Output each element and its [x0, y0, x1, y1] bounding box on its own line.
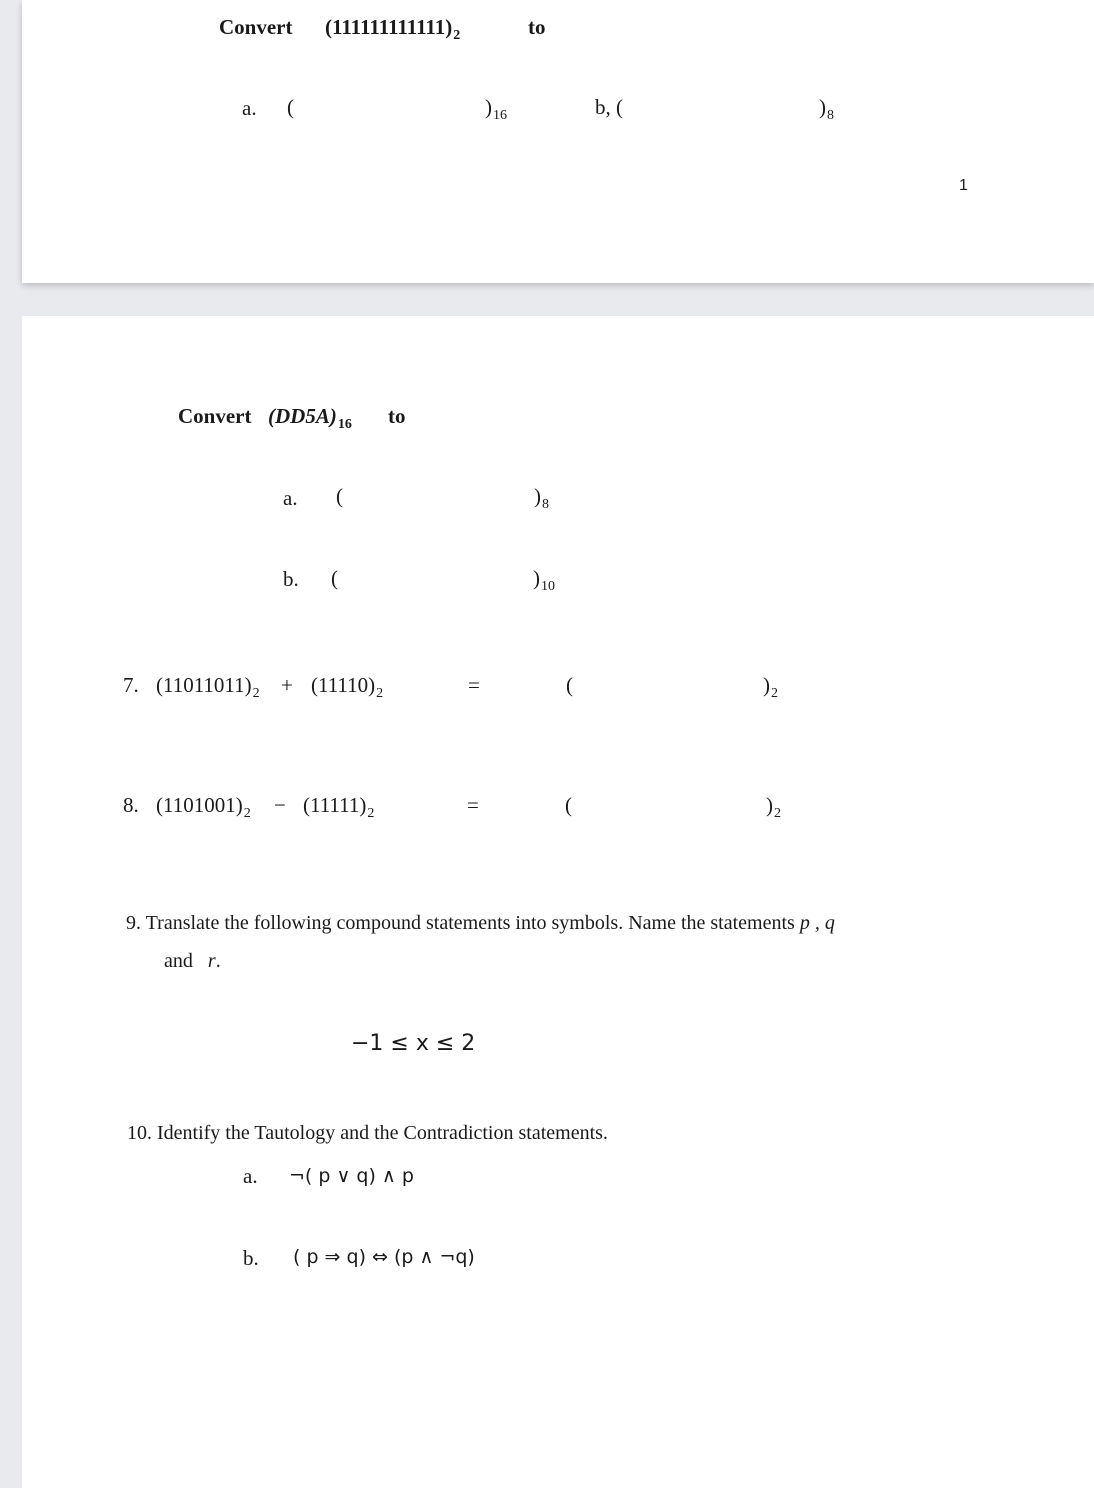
- q8-operand-2: $(11111)_2$: [303, 793, 375, 821]
- q8-number: 8.: [123, 793, 139, 817]
- q7-result-open-paren: (: [566, 673, 573, 697]
- q6-option-a-label: a.: [283, 486, 298, 510]
- option-b-close: )$_8$: [819, 95, 834, 123]
- option-a-open-paren: (: [287, 95, 294, 119]
- option-a-close: )$_{16}$: [485, 95, 507, 123]
- q7-equals: =: [468, 673, 480, 697]
- q6-option-a-close: )$_8$: [534, 484, 549, 512]
- q6-option-b-label: b.: [283, 567, 299, 591]
- q9-text-continued: and r.: [164, 950, 221, 972]
- q10-option-b-label: b.: [243, 1246, 259, 1270]
- page-number: 1: [959, 177, 968, 194]
- page-1: [22, 0, 1094, 283]
- q7-number: 7.: [123, 673, 139, 697]
- q10-option-b-expression: ( p ⇒ q) ⇔ (p ∧ ¬q): [293, 1246, 475, 1268]
- q8-operator: −: [274, 793, 286, 817]
- q7-operator: +: [281, 673, 293, 697]
- q9-expression: −1 ≤ x ≤ 2: [351, 1031, 476, 1056]
- q8-equals: =: [467, 793, 479, 817]
- q6-option-b-close: )$_{10}$: [533, 566, 555, 594]
- page-2: [22, 316, 1094, 1488]
- q6-option-b-open-paren: (: [331, 566, 338, 590]
- q6-option-a-open-paren: (: [336, 484, 343, 508]
- convert-label: Convert: [219, 15, 293, 39]
- q7-operand-2: $(11110)_2$: [311, 673, 384, 701]
- to-label: to: [528, 15, 546, 39]
- q6-hex-number: $(DD5A)_{16}$: [268, 404, 352, 432]
- q10-option-a-expression: ¬( p ∨ q) ∧ p: [289, 1165, 414, 1187]
- q7-operand-1: $(11011011)_2$: [156, 673, 260, 701]
- option-b-label: b, (: [595, 95, 623, 119]
- q10-option-a-label: a.: [243, 1164, 258, 1188]
- q9-text: 9. Translate the following compound statements into symbols. Name the statements p , q: [126, 912, 835, 934]
- q8-result-close: )$_2$: [766, 793, 781, 821]
- binary-number: $(111111111111)_2$: [325, 15, 461, 43]
- q7-result-close: )$_2$: [763, 673, 778, 701]
- q10-text: 10. Identify the Tautology and the Contradiction statements.: [127, 1122, 608, 1144]
- q8-result-open-paren: (: [565, 793, 572, 817]
- q6-convert-label: Convert: [178, 404, 252, 428]
- option-a-label: a.: [242, 96, 257, 120]
- q6-to-label: to: [388, 404, 406, 428]
- q8-operand-1: $(1101001)_2$: [156, 793, 251, 821]
